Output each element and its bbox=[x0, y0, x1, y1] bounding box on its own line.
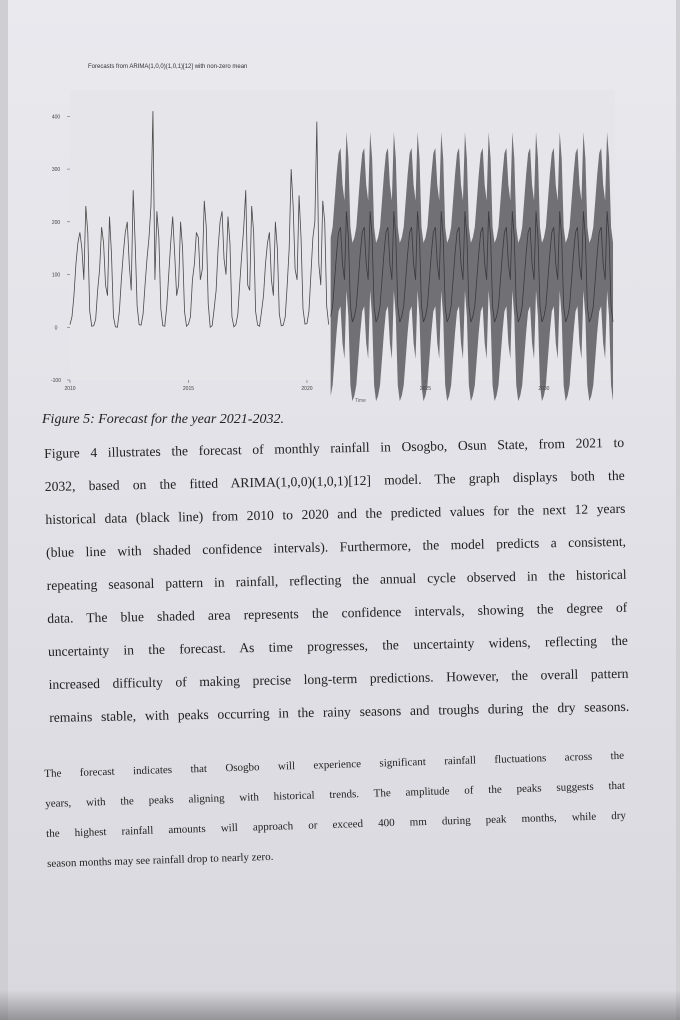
chart-x-axis-label: Time bbox=[355, 398, 366, 404]
paragraph-2-line: season months may see rainfall drop to nearly zero. bbox=[46, 850, 274, 870]
x-tick-label: 2015 bbox=[182, 386, 195, 392]
y-tick-label: -100 bbox=[50, 378, 62, 384]
chart-title: Forecasts from ARIMA(1,0,0)(1,0,1)[12] with non-zero mean bbox=[88, 64, 248, 70]
paragraph-1-line: (blue line with shaded confidence intervals). Furthermore, the model predicts a consistent, bbox=[45, 533, 627, 560]
paragraph-1-line: 2032, based on the fitted ARIMA(1,0,0)(1,0,1)[12] model. The graph displays both the bbox=[44, 467, 625, 494]
paragraph-1-line: uncertainty in the forecast. As time progresses, the uncertainty widens, reflecting the bbox=[47, 632, 629, 659]
paragraph-2-line: The forecast indicates that Osogbo will experience significant rainfall fluctuations across the bbox=[44, 749, 625, 780]
y-tick-label: 400 bbox=[51, 114, 61, 121]
paragraph-2 bbox=[44, 746, 627, 884]
page-shadow bbox=[0, 990, 680, 1020]
x-tick-label: 2010 bbox=[64, 386, 76, 392]
paragraph-1-line: repeating seasonal pattern in rainfall, reflecting the annual cycle observed in the historical bbox=[46, 566, 627, 593]
paragraph-2-line: the highest rainfall amounts will approach or exceed 400 mm during peak months, while dry bbox=[46, 809, 627, 840]
y-tick-label: 0 bbox=[54, 325, 58, 332]
y-tick-label: 300 bbox=[51, 167, 61, 174]
paragraph-1-line: historical data (black line) from 2010 to 2020 and the predicted values for the next 12 years bbox=[45, 500, 626, 527]
figure-caption: Figure 5: Forecast for the year 2021-2032. bbox=[42, 412, 284, 427]
forecast-chart bbox=[30, 60, 650, 410]
paragraph-2-line: years, with the peaks aligning with historical trends. The amplitude of the peaks suggests that bbox=[45, 779, 626, 810]
x-tick-label: 2020 bbox=[301, 386, 313, 392]
x-tick-label: 2025 bbox=[419, 386, 431, 392]
paragraph-1-line: increased difficulty of making precise long-term predictions. However, the overall pattern bbox=[48, 665, 629, 692]
paragraph-1-line: remains stable, with peaks occurring in the rainy seasons and troughs during the dry seasons. bbox=[49, 698, 630, 725]
chart-plot-area bbox=[30, 60, 650, 410]
paragraph-1-line: Figure 4 illustrates the forecast of monthly rainfall in Osogbo, Osun State, from 2021 to bbox=[44, 434, 625, 461]
y-tick-label: 100 bbox=[51, 272, 61, 279]
x-tick-label: 2030 bbox=[538, 386, 550, 392]
y-tick-label: 200 bbox=[51, 219, 61, 226]
paragraph-1 bbox=[44, 433, 630, 741]
paragraph-1-line: data. The blue shaded area represents the confidence intervals, showing the degree of bbox=[47, 599, 628, 626]
